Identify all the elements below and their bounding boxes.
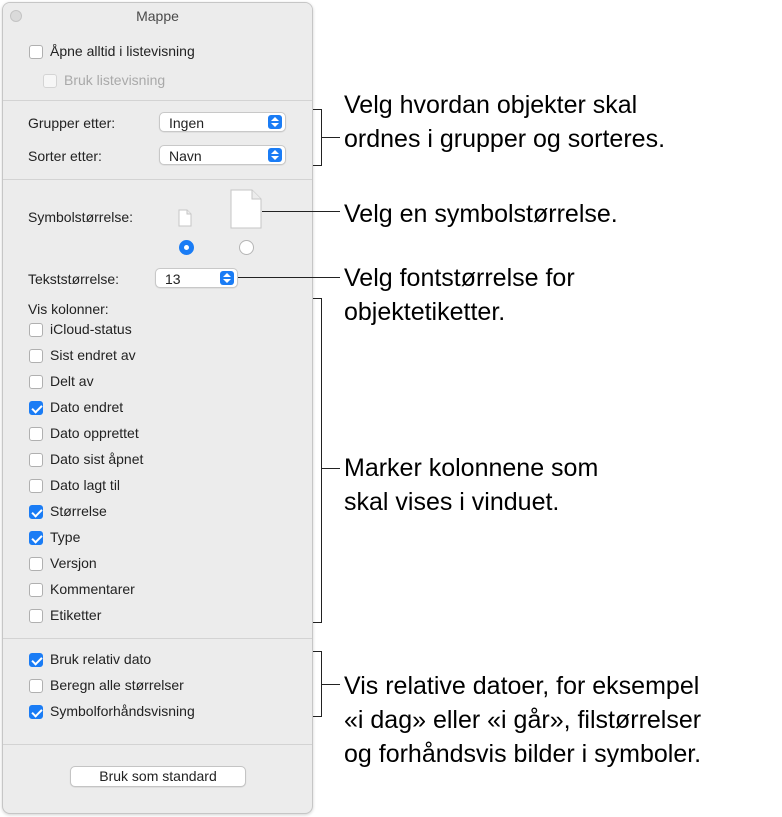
column-item-checkbox[interactable] [29,583,43,597]
callout-line-text: og forhåndsvis bilder i symboler. [344,740,702,768]
callout-line [313,622,321,623]
group-by-popup[interactable] [159,112,286,132]
column-item-label: Dato lagt til [50,477,121,493]
column-item-checkbox[interactable] [29,349,43,363]
popup-arrows-icon [268,115,282,129]
window-title: Mappe [136,8,179,24]
extra-option-label: Symbolforhåndsvisning [50,703,195,719]
callout-line [322,468,340,469]
extra-option-checkbox[interactable] [29,653,43,667]
column-item-label: Kommentarer [50,581,135,597]
callout-line [262,211,340,212]
popup-arrows-icon [220,271,234,285]
column-item-label: Dato endret [50,399,124,415]
extra-option-label: Bruk relativ dato [50,651,152,667]
callout-line [313,716,321,717]
divider [3,179,312,180]
callout-line-text: Velg hvordan objekter skal [344,91,638,119]
large-document-icon [230,189,262,229]
divider [3,744,312,745]
icon-size-label: Symbolstørrelse: [28,209,134,225]
column-item-label: Størrelse [50,503,107,519]
show-columns-label: Vis kolonner: [28,301,109,317]
callout-line-text: Marker kolonnene som [344,454,599,482]
always-list-view-label: Åpne alltid i listevisning [50,43,195,59]
callout-line-text: «i dag» eller «i går», filstørrelser [344,706,702,734]
column-item-checkbox[interactable] [29,453,43,467]
column-item-label: Type [50,529,81,545]
callout-line-text: skal vises i vinduet. [344,488,560,516]
callout-line [238,277,340,278]
column-item-label: Dato opprettet [50,425,139,441]
text-size-value: 13 [165,271,181,287]
callout-line-text: ordnes i grupper og sorteres. [344,125,666,153]
column-item-label: Dato sist åpnet [50,451,144,467]
popup-arrows-icon [268,148,282,162]
callout-extras [344,669,701,771]
column-item-checkbox[interactable] [29,401,43,415]
callout-grouping [344,88,665,156]
callout-columns [344,451,598,519]
column-item-checkbox[interactable] [29,427,43,441]
sort-by-label: Sorter etter: [28,148,102,164]
column-item-label: iCloud-status [50,321,132,337]
column-item-checkbox[interactable] [29,479,43,493]
column-item-label: Sist endret av [50,347,136,363]
callout-line [313,651,321,652]
column-item-checkbox[interactable] [29,323,43,337]
column-item-checkbox[interactable] [29,375,43,389]
extra-option-label: Beregn alle størrelser [50,677,184,693]
column-item-label: Versjon [50,555,97,571]
callout-line [313,298,321,299]
column-item-checkbox[interactable] [29,505,43,519]
always-list-view-checkbox[interactable] [29,45,43,59]
use-list-view-label: Bruk listevisning [64,72,166,88]
callout-text-size [344,261,575,329]
small-document-icon [178,209,192,227]
extra-option-checkbox[interactable] [29,705,43,719]
callout-line [322,684,340,685]
extra-option-checkbox[interactable] [29,679,43,693]
callout-line [321,298,322,623]
small-icon-radio[interactable] [179,240,194,255]
use-as-defaults-button[interactable]: Bruk som standard [70,766,246,787]
sort-by-value: Navn [169,148,202,164]
text-size-label: Tekststørrelse: [28,271,120,287]
column-item-checkbox[interactable] [29,531,43,545]
group-by-value: Ingen [169,115,205,131]
use-list-view-checkbox[interactable] [43,74,57,88]
view-options-window [2,2,313,814]
divider [3,100,312,101]
callout-line-text: Velg fontstørrelse for [344,264,575,292]
callout-line [313,109,321,110]
callout-line [322,137,340,138]
callout-line-text: objektetiketter. [344,298,506,326]
callout-line-text: Vis relative datoer, for eksempel [344,672,700,700]
column-item-label: Delt av [50,373,94,389]
callout-line [313,165,321,166]
callout-icon-size [344,197,618,231]
large-icon-radio[interactable] [239,240,254,255]
divider [3,638,312,639]
group-by-label: Grupper etter: [28,115,116,131]
sort-by-popup[interactable] [159,145,286,165]
text-size-popup[interactable] [155,268,238,288]
column-item-checkbox[interactable] [29,557,43,571]
column-item-checkbox[interactable] [29,609,43,623]
callout-line-text: Velg en symbolstørrelse. [344,200,618,228]
title-bar[interactable] [3,3,312,29]
column-item-label: Etiketter [50,607,102,623]
